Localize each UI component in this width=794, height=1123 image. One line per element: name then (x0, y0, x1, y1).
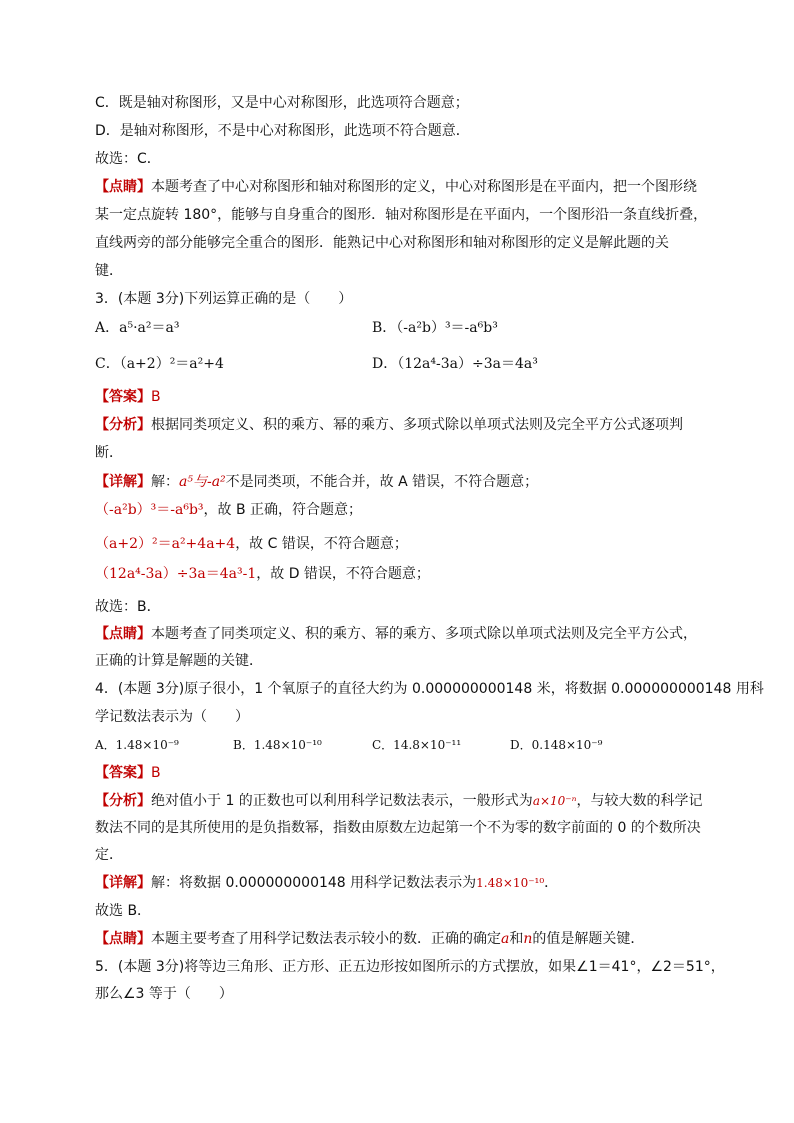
detail-rest: ，故 B 正确，符合题意； (203, 502, 363, 518)
q4-option-c: C．14.8×10⁻¹¹ (372, 738, 462, 752)
answer-tag: 【答案】 (95, 765, 151, 781)
q4-analysis-line-2: 数法不同的是其所使用的是负指数幂，指数由原数左边起第一个不为零的数字前面的 0 的个数所决 (95, 820, 701, 836)
q2-comment-line-4: 键． (95, 263, 123, 279)
analysis-math: a×10⁻ⁿ (532, 794, 577, 808)
q3-comment-line-1 (95, 624, 697, 644)
detail-math: （12a⁴-3a）÷3a＝4a³-1 (95, 566, 257, 582)
q2-option-c-explanation: C．既是轴对称图形，又是中心对称图形，此选项符合题意； (95, 95, 469, 111)
q3-option-d: D．（12a⁴-3a）÷3a＝4a³ (372, 356, 538, 372)
detail-text: 解：将数据 0.000000000148 用科学记数法表示为 (151, 875, 477, 891)
q4-analysis-line-3: 定． (95, 847, 123, 863)
q3-detail-line-1 (95, 472, 538, 492)
q3-option-a: A．a⁵·a²＝a³ (95, 320, 180, 336)
detail-math: 1.48×10⁻¹⁰ (476, 876, 545, 890)
answer-tag: 【答案】 (95, 389, 151, 405)
q3-answer-choice: 故选：B． (95, 599, 161, 615)
q2-option-d-explanation: D．是轴对称图形，不是中心对称图形，此选项不符合题意． (95, 123, 470, 139)
q4-option-b: B．1.48×10⁻¹⁰ (233, 738, 322, 752)
comment-tag: 【点睛】 (95, 179, 151, 195)
q3-answer (95, 387, 161, 407)
comment-text: 本题考查了同类项定义、积的乘方、幂的乘方、多项式除以单项式法则及完全平方公式， (151, 626, 697, 642)
q3-option-b: B．（-a²b）³＝-a⁶b³ (372, 320, 498, 336)
q3-comment-line-2: 正确的计算是解题的关键． (95, 653, 263, 669)
detail-rest: ，故 C 错误，不符合题意； (235, 536, 408, 552)
detail-math: （a+2）²＝a²+4a+4 (95, 536, 236, 552)
q3-stem: 3．(本题 3分)下列运算正确的是（ ） (95, 291, 353, 307)
q2-answer-choice: 故选：C． (95, 151, 161, 167)
q4-answer-choice: 故选 B． (95, 903, 152, 919)
answer-value: B (151, 765, 161, 781)
answer-value: B (151, 389, 161, 405)
q2-comment-line-3: 直线两旁的部分能够完全重合的图形．能熟记中心对称图形和轴对称图形的定义是解此题的关 (95, 235, 669, 251)
comment-tag: 【点睛】 (95, 626, 151, 642)
analysis-text: ，与较大数的科学记 (576, 793, 703, 809)
analysis-text: 根据同类项定义、积的乘方、幂的乘方、多项式除以单项式法则及完全平方公式逐项判 (151, 417, 683, 433)
q4-option-d: D．0.148×10⁻⁹ (510, 738, 603, 752)
q5-stem-line-2: 那么∠3 等于（ ） (95, 986, 233, 1002)
detail-math: a⁵与-a² (179, 474, 226, 490)
q4-analysis-line-1 (95, 791, 703, 811)
q2-comment-line-2: 某一定点旋转 180°，能够与自身重合的图形．轴对称图形是在平面内，一个图形沿一条直线折叠， (95, 207, 708, 223)
q3-analysis-line-1 (95, 415, 683, 435)
detail-prefix: 解： (151, 474, 179, 490)
q3-analysis-line-2: 断． (95, 445, 123, 461)
q4-detail (95, 873, 558, 893)
q3-detail-line-4 (95, 564, 430, 584)
q3-detail-line-3 (95, 534, 408, 554)
comment-text: 的值是解题关键． (532, 931, 645, 947)
q4-answer (95, 763, 161, 783)
comment-text: 和 (509, 931, 524, 947)
q4-comment (95, 929, 644, 949)
detail-tag: 【详解】 (95, 474, 151, 490)
analysis-text: 绝对值小于 1 的正数也可以利用科学记数法表示，一般形式为 (151, 793, 533, 809)
q2-comment-line-1 (95, 177, 697, 197)
detail-math: （-a²b）³＝-a⁶b³ (95, 502, 204, 518)
comment-text: 本题主要考查了用科学记数法表示较小的数．正确的确定 (151, 931, 501, 947)
analysis-tag: 【分析】 (95, 793, 151, 809)
detail-rest: ，故 D 错误，不符合题意； (256, 566, 430, 582)
analysis-tag: 【分析】 (95, 417, 151, 433)
detail-end: ． (544, 875, 559, 891)
comment-math-n: n (523, 931, 533, 947)
q4-stem-line-1: 4．(本题 3分)原子很小，1 个氧原子的直径大约为 0.000000000148 米，将数据 0.000000000148 用科 (95, 681, 764, 697)
q3-detail-line-2 (95, 500, 362, 520)
q4-stem-line-2: 学记数法表示为（ ） (95, 709, 249, 725)
detail-tag: 【详解】 (95, 875, 151, 891)
detail-rest: 不是同类项，不能合并，故 A 错误，不符合题意； (225, 474, 539, 490)
q4-option-a: A．1.48×10⁻⁹ (95, 738, 179, 752)
comment-tag: 【点睛】 (95, 931, 151, 947)
comment-math-a: a (501, 931, 510, 947)
q5-stem-line-1: 5．(本题 3分)将等边三角形、正方形、正五边形按如图所示的方式摆放，如果∠1＝41°，∠2＝51°， (95, 959, 725, 975)
comment-text: 本题考查了中心对称图形和轴对称图形的定义，中心对称图形是在平面内，把一个图形绕 (151, 179, 697, 195)
q3-option-c: C．（a+2）²＝a²+4 (95, 356, 224, 372)
